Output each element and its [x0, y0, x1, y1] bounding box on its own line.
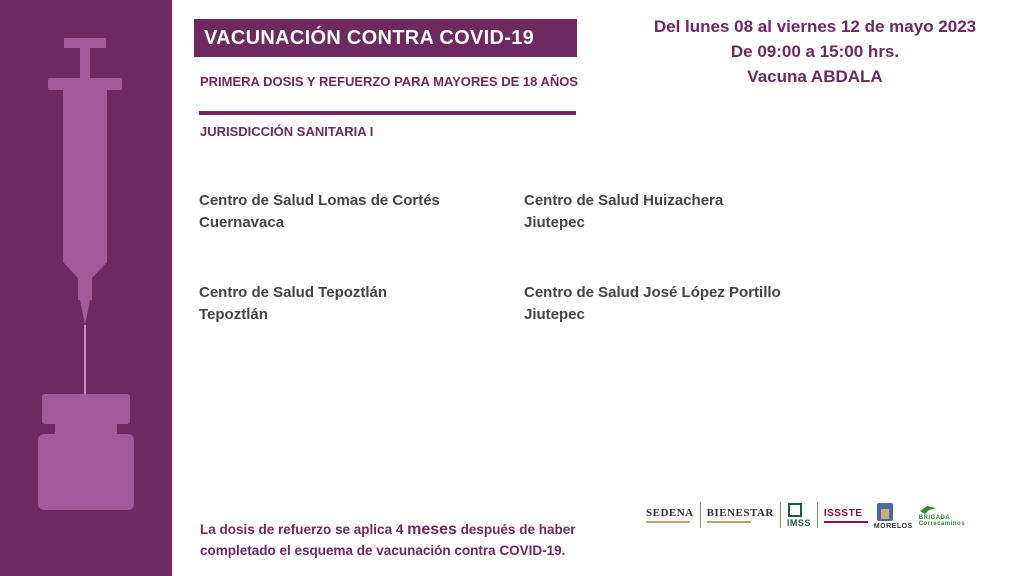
center-item: [524, 282, 781, 326]
divider: [199, 111, 576, 115]
morelos-shield-icon: [874, 501, 896, 523]
center-city: Jiutepec: [524, 214, 585, 231]
sedena-logo-text: SEDENA: [646, 507, 694, 519]
center-item: [199, 282, 387, 326]
morelos-logo: [874, 501, 913, 530]
brigada-logo-text: BRIGADA Correcaminos: [918, 515, 966, 527]
imss-logo: [787, 502, 811, 528]
sedena-logo: [646, 507, 694, 523]
syringe-barrel: [63, 90, 107, 262]
campaign-title: VACUNACIÓN CONTRA COVID-19: [194, 19, 577, 57]
schedule-dates: Del lunes 08 al viernes 12 de mayo 2023: [653, 17, 977, 36]
center-city: Cuernavaca: [199, 214, 285, 231]
center-city: Jiutepec: [524, 306, 585, 323]
left-band: [0, 0, 172, 576]
schedule-block: [620, 14, 1010, 89]
booster-note: [200, 519, 620, 561]
syringe-plunger-top: [64, 38, 106, 48]
center-name: Centro de Salud Huizachera: [524, 192, 724, 209]
center-city: Tepoztlán: [199, 306, 268, 323]
vial-icon: [38, 394, 134, 510]
schedule-hours: De 09:00 a 15:00 hrs.: [730, 42, 900, 61]
sponsor-logos: [646, 494, 996, 536]
brigada-bird-icon: [919, 503, 937, 515]
issste-logo: [824, 508, 868, 523]
center-item: [199, 190, 440, 234]
morelos-logo-text: MORELOS: [873, 522, 913, 530]
booster-note-emphasis: meses: [407, 521, 457, 538]
bienestar-logo: [707, 507, 774, 523]
booster-note-line1: [200, 519, 620, 540]
center-name: Centro de Salud Tepoztlán: [199, 284, 388, 301]
jurisdiction-label: JURISDICCIÓN SANITARIA I: [200, 124, 374, 139]
schedule-vaccine: Vacuna ABDALA: [747, 67, 883, 86]
syringe-vial-illustration: [0, 0, 172, 576]
syringe-needle-line: [84, 325, 86, 395]
issste-logo-text: ISSSTE: [823, 507, 863, 519]
booster-note-text: La dosis de refuerzo se aplica 4: [200, 522, 408, 537]
center-name: Centro de Salud José López Portillo: [524, 284, 781, 301]
center-name: Centro de Salud Lomas de Cortés: [199, 192, 440, 209]
imss-emblem-icon: [787, 502, 803, 518]
syringe-needle: [80, 300, 90, 325]
center-item: [524, 190, 723, 234]
syringe-finger-grip: [48, 78, 122, 90]
campaign-subtitle: PRIMERA DOSIS Y REFUERZO PARA MAYORES DE 18 AÑOS: [200, 74, 579, 89]
booster-note-line2: completado el esquema de vacunación contra COVID-19.: [200, 543, 566, 558]
imss-logo-text: IMSS: [786, 518, 811, 528]
bienestar-logo-text: BIENESTAR: [706, 507, 774, 519]
booster-note-text: después de haber: [456, 522, 576, 537]
brigada-logo: [919, 503, 996, 527]
